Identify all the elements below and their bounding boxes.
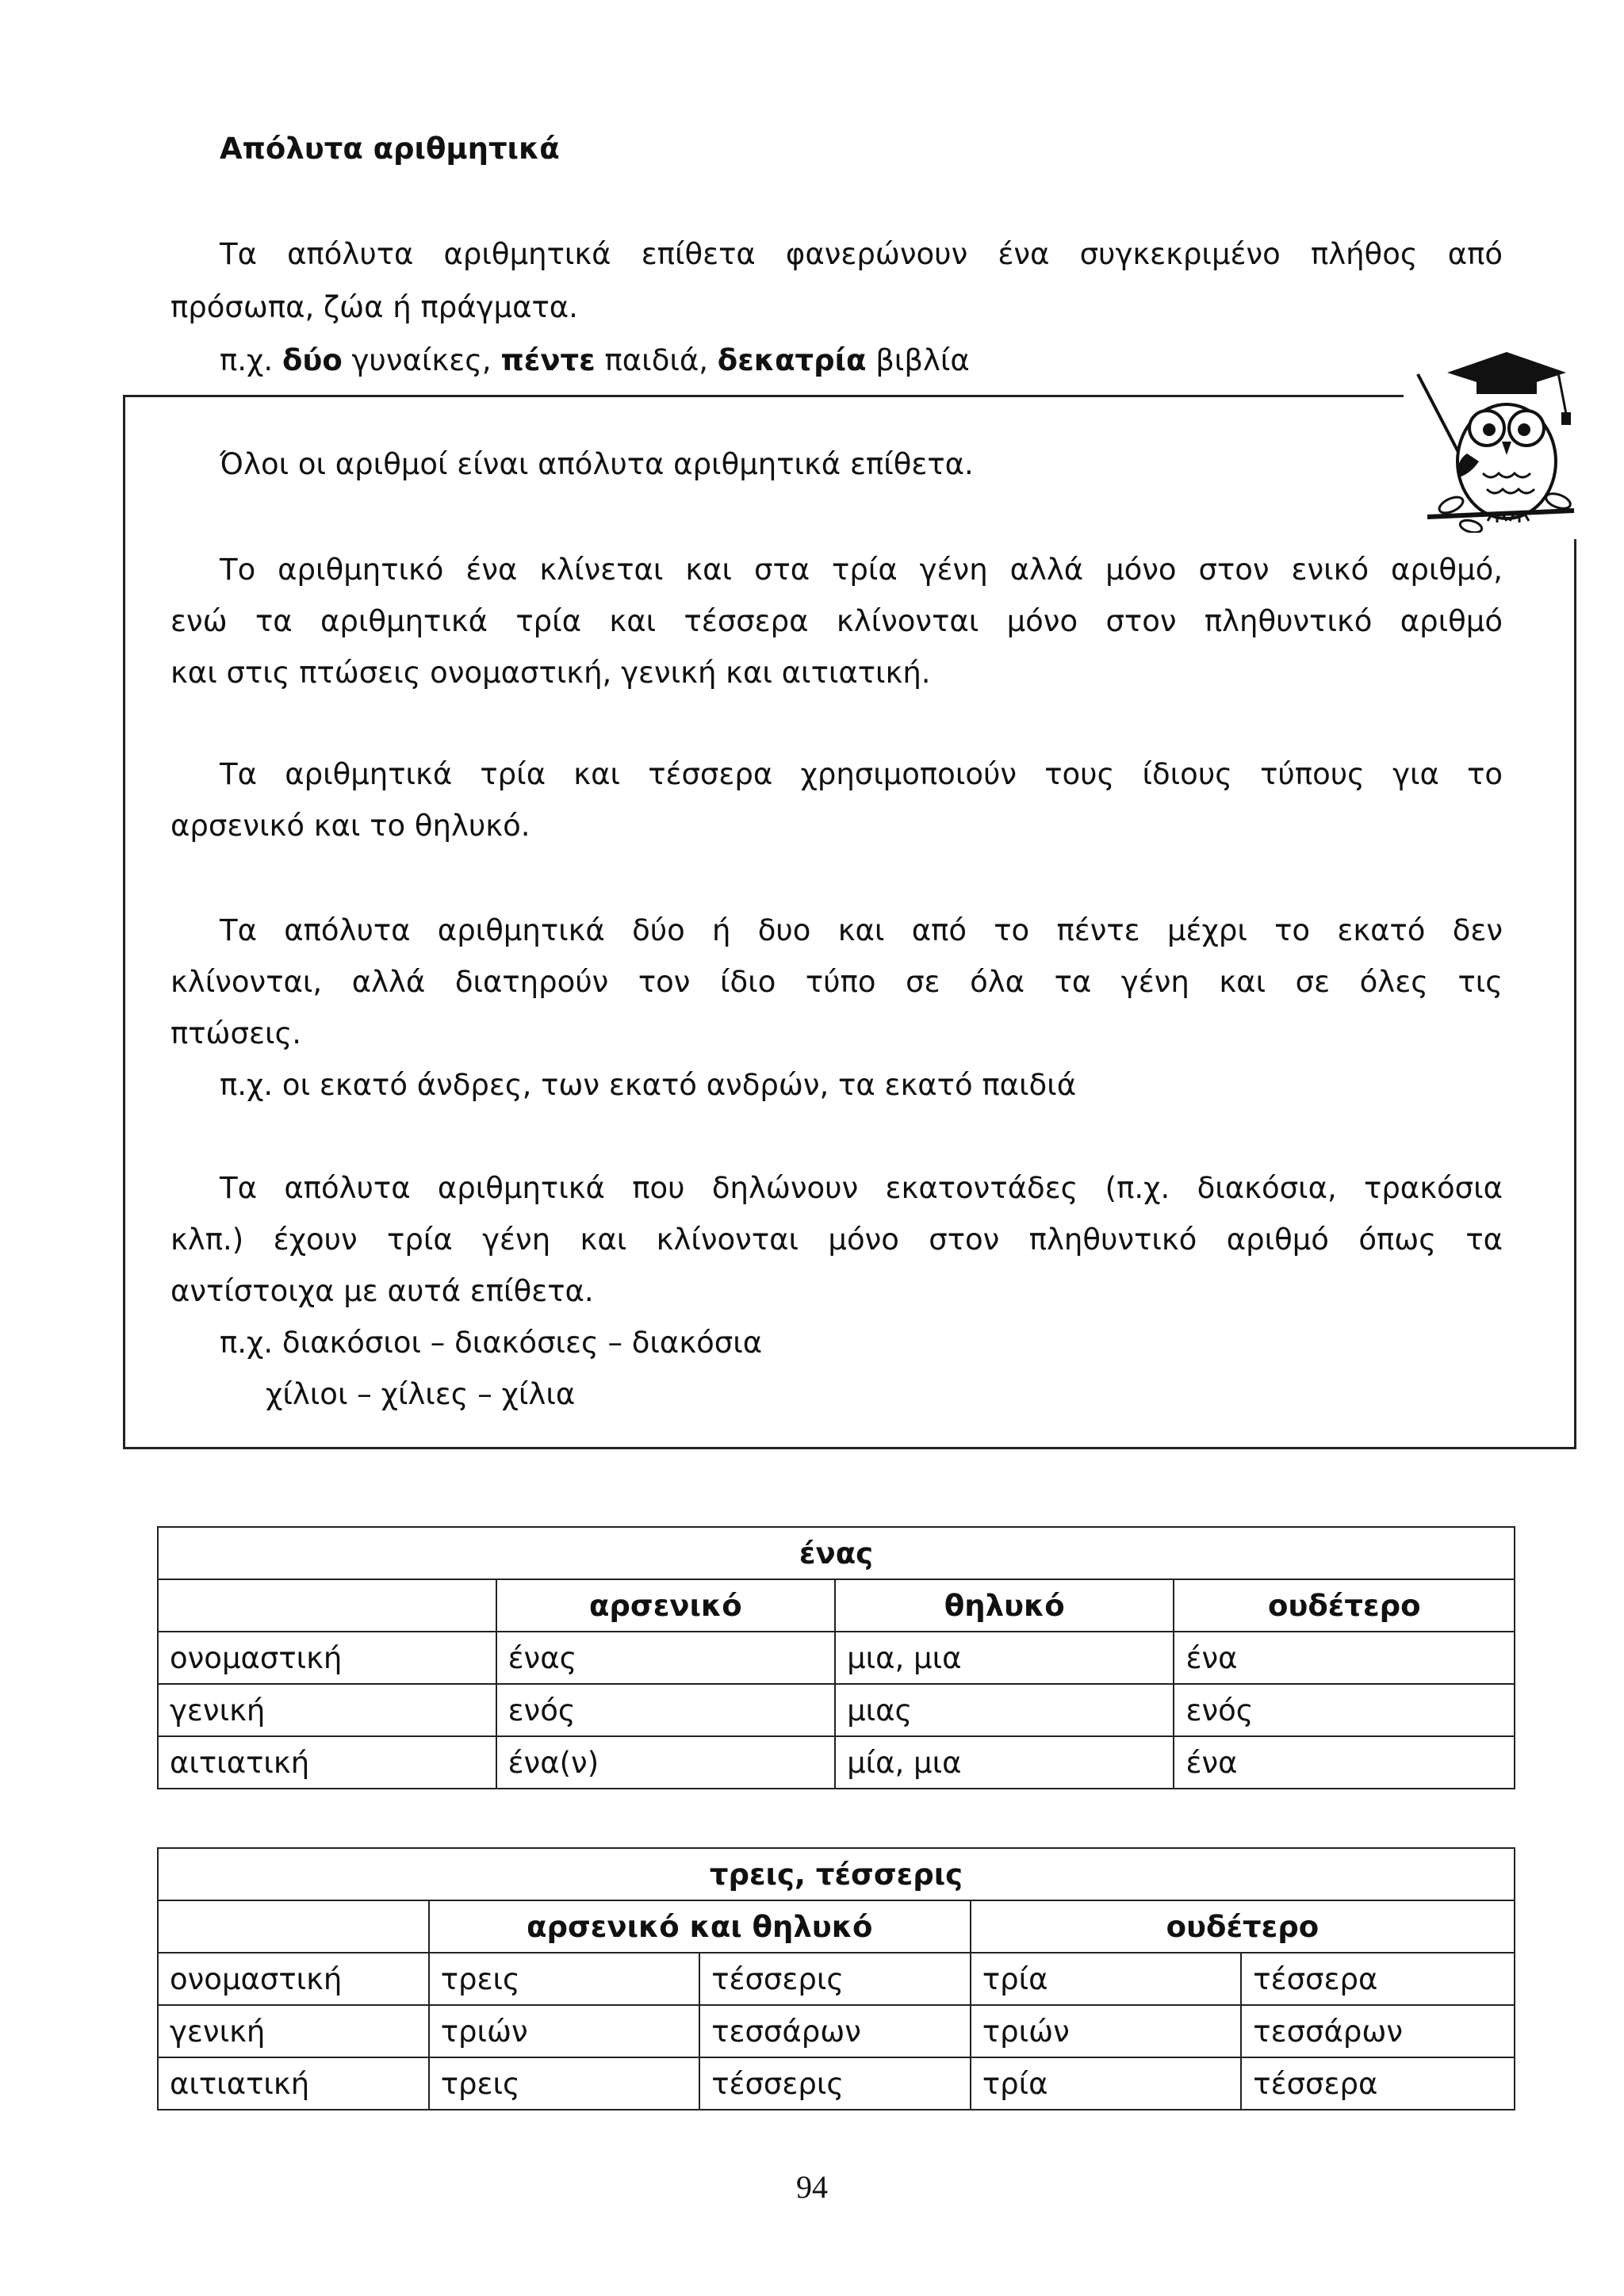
table-cell: τρία (971, 1953, 1241, 2005)
rule-p2-line1: Το αριθμητικό ένα κλίνεται και στα τρία γένη αλλά μόνο στον ενικό αριθμό, (220, 553, 1503, 587)
example-word-two: δύο (282, 343, 343, 377)
table-title-row (158, 1527, 1515, 1579)
rule-p5-line3: αντίστοιχα με αυτά επίθετα. (170, 1274, 594, 1308)
table-cell: μιας (835, 1684, 1174, 1736)
table-cell: ενός (1174, 1684, 1515, 1736)
table-cell: τέσσερα (1241, 2057, 1515, 2110)
rule-p4-example: π.χ. οι εκατό άνδρες, των εκατό ανδρών, τα εκατό παιδιά (220, 1068, 1077, 1102)
page-number: 94 (796, 2169, 828, 2205)
rule-p2-line2: ενώ τα αριθμητικά τρία και τέσσερα κλίνονται μόνο στον πληθυντικό αριθμό (170, 604, 1503, 638)
table-title: ένας (158, 1527, 1515, 1579)
declension-table-treis-tesseris (157, 1847, 1515, 2110)
table-cell: μια, μια (835, 1632, 1174, 1684)
header-cell: ουδέτερο (971, 1900, 1515, 1953)
rule-p2-line3: και στις πτώσεις ονομαστική, γενική και αιτιατική. (170, 656, 931, 690)
intro-example (220, 341, 970, 381)
header-cell (158, 1900, 429, 1953)
table-cell: τριών (971, 2005, 1241, 2057)
table-row (158, 1684, 1515, 1736)
case-cell: γενική (158, 2005, 429, 2057)
intro-line-1: Τα απόλυτα αριθμητικά επίθετα φανερώνουν ένα συγκεκριμένο πλήθος από (220, 237, 1503, 271)
rule-p4-line3: πτώσεις. (170, 1016, 301, 1050)
table-cell: τρεις (429, 1953, 699, 2005)
table-cell: τρία (971, 2057, 1241, 2110)
case-cell: αιτιατική (158, 2057, 429, 2110)
header-cell: αρσενικό και θηλυκό (429, 1900, 971, 1953)
example-word-thirteen: δεκατρία (717, 343, 867, 377)
rule-p5-example-1: π.χ. διακόσιοι – διακόσιες – διακόσια (220, 1326, 763, 1360)
table-cell: ένας (496, 1632, 836, 1684)
rule-p3-line2: αρσενικό και το θηλυκό. (170, 809, 530, 843)
rule-p4-line2: κλίνονται, αλλά διατηρούν τον ίδιο τύπο σε όλα τα γένη και σε όλες τις (170, 965, 1503, 999)
example-text-3: βιβλία (866, 343, 970, 377)
case-cell: αιτιατική (158, 1736, 496, 1789)
table-cell: τεσσάρων (699, 2005, 971, 2057)
case-cell: ονομαστική (158, 1953, 429, 2005)
header-cell: αρσενικό (496, 1579, 836, 1632)
table-cell: ένα (1174, 1736, 1515, 1789)
case-cell: ονομαστική (158, 1632, 496, 1684)
rule-p5-example-2: χίλιοι – χίλιες – χίλια (266, 1377, 576, 1411)
table-cell: ενός (496, 1684, 836, 1736)
table-cell: τρεις (429, 2057, 699, 2110)
table-header-row (158, 1579, 1515, 1632)
table-cell: μία, μια (835, 1736, 1174, 1789)
example-word-five: πέντε (500, 343, 596, 377)
declension-table-enas (157, 1526, 1515, 1789)
table-cell: τριών (429, 2005, 699, 2057)
table-cell: τεσσάρων (1241, 2005, 1515, 2057)
example-text-1: γυναίκες, (342, 343, 501, 377)
table-row (158, 1736, 1515, 1789)
rule-p5-line2: κλπ.) έχουν τρία γένη και κλίνονται μόνο στον πληθυντικό αριθμό όπως τα (170, 1223, 1503, 1257)
header-cell: θηλυκό (835, 1579, 1174, 1632)
section-heading: Απόλυτα αριθμητικά (220, 132, 560, 166)
table-cell: ένα (1174, 1632, 1515, 1684)
table-row (158, 1953, 1515, 2005)
rule-p1: Όλοι οι αριθμοί είναι απόλυτα αριθμητικά επίθετα. (220, 447, 974, 481)
header-cell: ουδέτερο (1174, 1579, 1515, 1632)
example-prefix: π.χ. (220, 343, 282, 377)
table-cell: τέσσερις (699, 2057, 971, 2110)
table-cell: ένα(ν) (496, 1736, 836, 1789)
intro-line-2: πρόσωπα, ζώα ή πράγματα. (170, 290, 578, 324)
example-text-2: παιδιά, (595, 343, 718, 377)
table-row (158, 1632, 1515, 1684)
table-row (158, 2005, 1515, 2057)
rule-p3-line1: Τα αριθμητικά τρία και τέσσερα χρησιμοποιούν τους ίδιους τύπους για το (220, 757, 1503, 791)
rule-p5-line1: Τα απόλυτα αριθμητικά που δηλώνουν εκατοντάδες (π.χ. διακόσια, τρακόσια (220, 1171, 1503, 1205)
table-cell: τέσσερις (699, 1953, 971, 2005)
table-row (158, 2057, 1515, 2110)
table-cell: τέσσερα (1241, 1953, 1515, 2005)
table-title-row (158, 1848, 1515, 1900)
table-title: τρεις, τέσσερις (158, 1848, 1515, 1900)
table-header-row (158, 1900, 1515, 1953)
header-cell (158, 1579, 496, 1632)
rule-p4-line1: Τα απόλυτα αριθμητικά δύο ή δυο και από το πέντε μέχρι το εκατό δεν (220, 913, 1503, 947)
case-cell: γενική (158, 1684, 496, 1736)
owl-icon (1404, 342, 1578, 533)
